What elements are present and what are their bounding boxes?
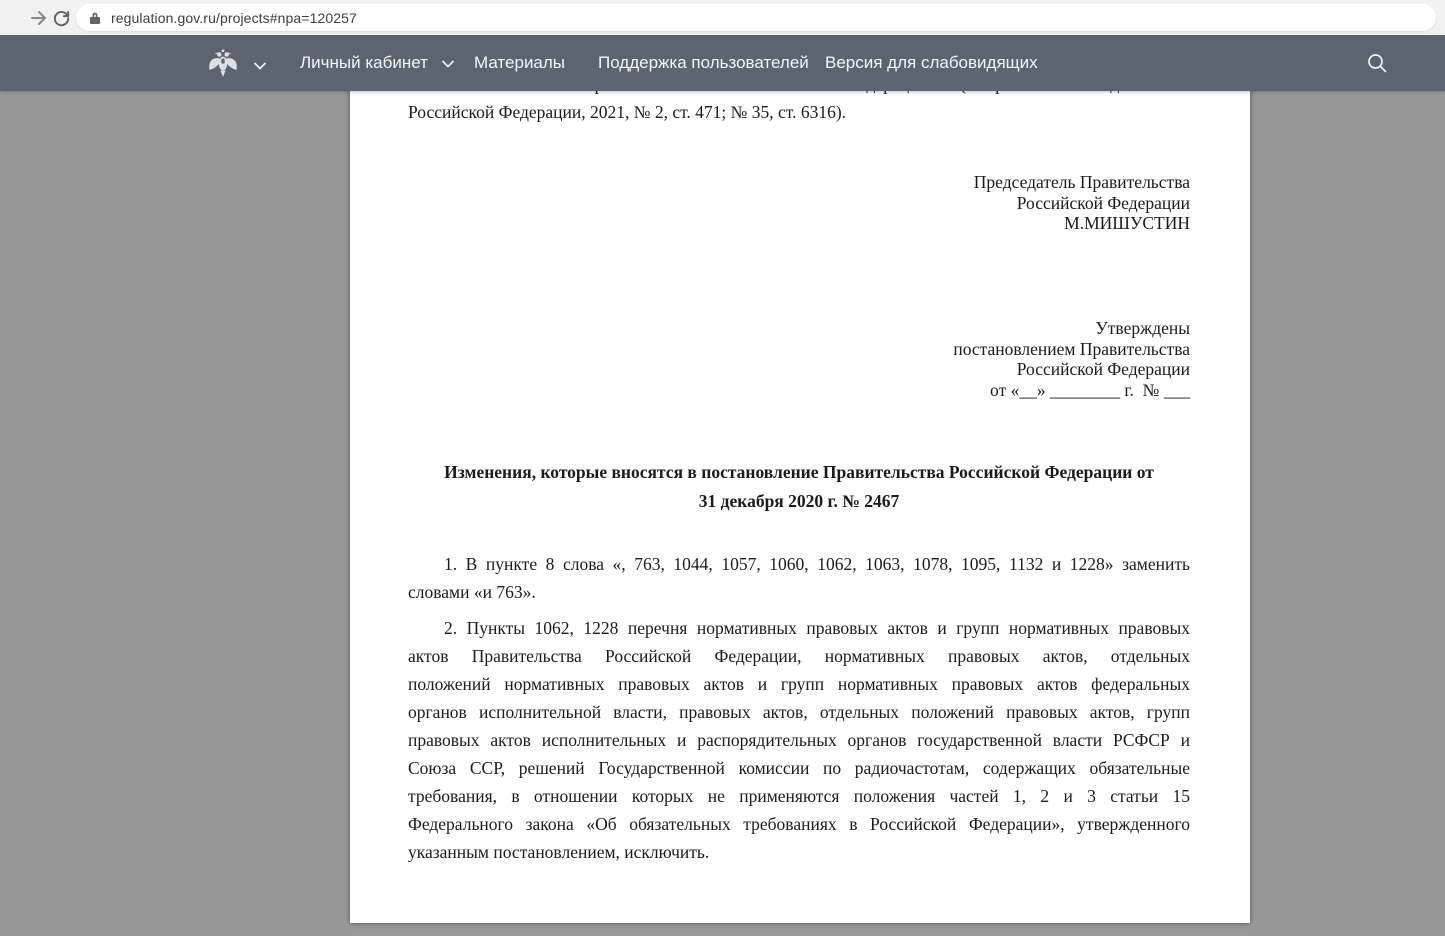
paragraph-2-line: требования, в отношении которых не применяются положения частей 1, 2 и 3 статьи 15 (408, 786, 1190, 806)
signature-line: Председатель Правительства (973, 172, 1190, 192)
paragraph-2-line: указанным постановлением, исключить. (408, 842, 710, 862)
lock-icon (89, 11, 101, 25)
paragraph-1-line: словами «и 763». (408, 582, 536, 602)
nav-item-label: Поддержка пользователей (598, 53, 809, 72)
nav-item-accessibility-version[interactable] (825, 35, 1038, 91)
signature-name: М.МИШУСТИН (1064, 213, 1190, 233)
nav-item-label: Материалы (474, 53, 566, 72)
nav-item-label: Личный кабинет (300, 53, 428, 72)
chevron-down-icon (254, 57, 266, 75)
url-text: regulation.gov.ru/projects#npa=120257 (111, 9, 357, 26)
paragraph-2-line: органов исполнительной власти, правовых актов, отдельных положений правовых актов, групп (408, 702, 1190, 722)
approval-date-line: от «__» ________ г. № ___ (990, 379, 1190, 400)
document-page (350, 62, 1250, 923)
signature-line: Российской Федерации (1016, 192, 1190, 213)
paragraph-2-line: правовых актов исполнительных и распорядительных органов государственной власти РСФСР и (408, 730, 1190, 750)
approval-block (408, 318, 1190, 400)
nav-item-materials[interactable] (474, 35, 565, 91)
paragraph-2-line: 2. Пункты 1062, 1228 перечня нормативных правовых актов и групп нормативных правовых (444, 618, 1190, 638)
address-bar[interactable] (76, 4, 1436, 31)
document-title-line: Изменения, которые вносятся в постановление Правительства Российской Федерации от (444, 462, 1154, 482)
site-navbar (0, 35, 1445, 91)
nav-item-label: Версия для слабовидящих (825, 53, 1038, 72)
search-icon[interactable] (1366, 52, 1390, 76)
nav-item-personal-cabinet[interactable] (300, 35, 454, 91)
coat-of-arms-icon (206, 46, 240, 85)
approval-line: Утверждены (1095, 318, 1190, 338)
paragraph-1-line: 1. В пункте 8 слова «, 763, 1044, 1057, 1060, 1062, 1063, 1078, 1095, 1132 и 1228» заменить (444, 554, 1190, 574)
citation-line: Российской Федерации, 2021, № 2, ст. 471; № 35, ст. 6316). (408, 102, 847, 122)
signature-block (408, 172, 1190, 234)
paragraph-2-line: актов Правительства Российской Федерации, нормативных правовых актов, отдельных (408, 646, 1190, 666)
approval-line: постановлением Правительства (953, 338, 1190, 359)
document-title (408, 458, 1190, 515)
paragraph-1 (408, 550, 1190, 606)
nav-item-user-support[interactable] (598, 35, 809, 91)
paragraph-2-line: Федерального закона «Об обязательных требованиях в Российской Федерации», утвержденного (408, 814, 1190, 834)
reload-icon[interactable] (50, 7, 72, 29)
browser-toolbar (0, 0, 1445, 35)
chevron-down-icon (442, 53, 454, 73)
paragraph-2-line: Союза ССР, решений Государственной комиссии по радиочастотам, содержащих обязательные (408, 758, 1190, 778)
forward-arrow-icon[interactable] (28, 7, 50, 29)
paragraph-2-line: положений нормативных правовых актов и групп нормативных правовых актов федеральных (408, 674, 1190, 694)
coat-of-arms-logo[interactable] (206, 46, 266, 85)
document-title-line: 31 декабря 2020 г. № 2467 (698, 490, 900, 511)
approval-line: Российской Федерации (1016, 359, 1190, 379)
paragraph-2 (408, 614, 1190, 866)
